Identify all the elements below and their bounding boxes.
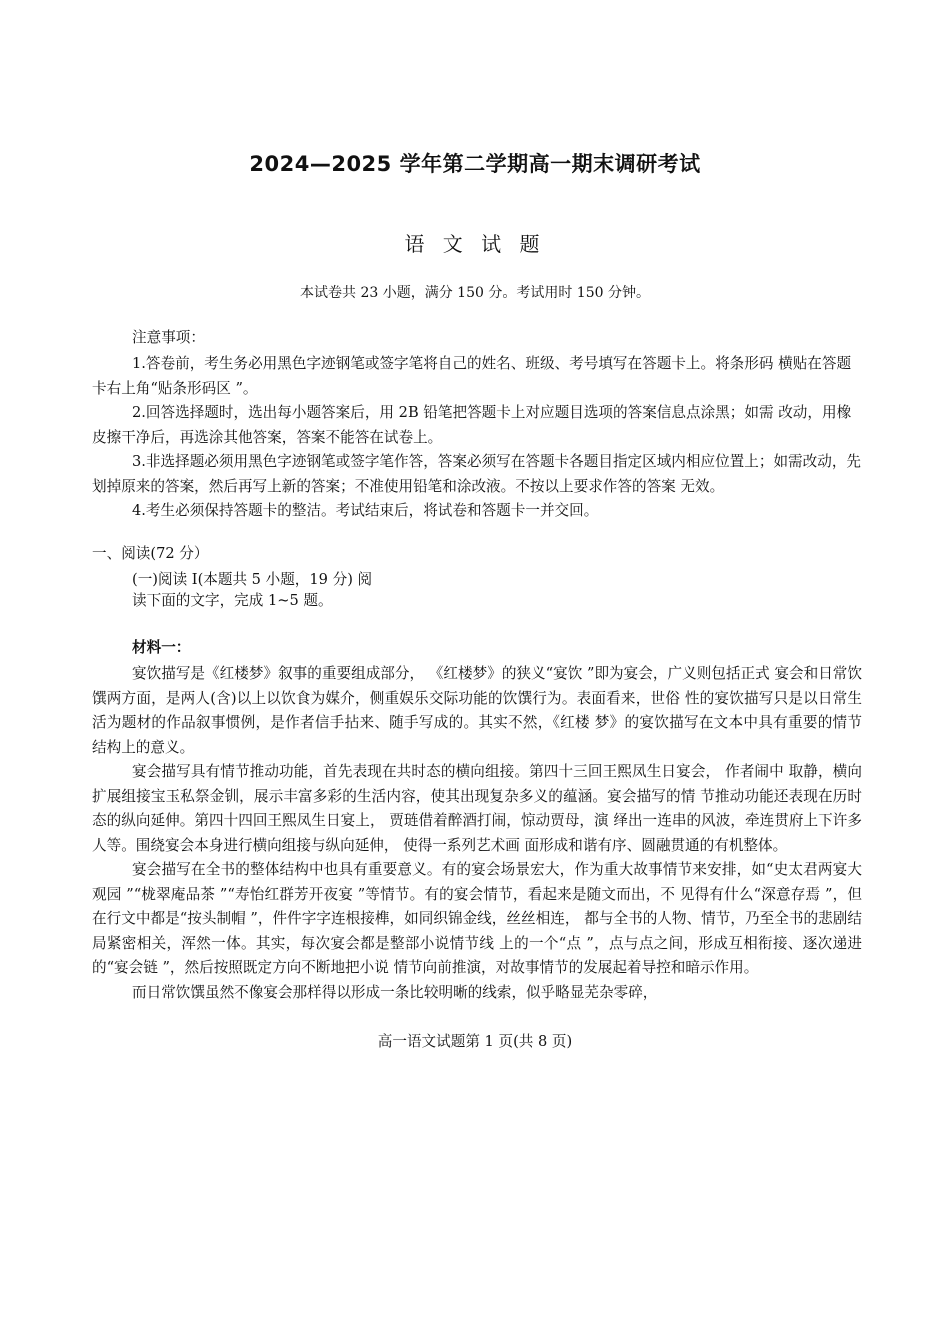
notice-item: 2.回答选择题时，选出每小题答案后，用 2B 铅笔把答题卡上对应题目选项的答案信息点涂黑；如需 改动，用橡皮擦干净后，再选涂其他答案，答案不能答在试卷上。 (92, 404, 852, 446)
page-footer: 高一语文试题第 1 页(共 8 页) (377, 1033, 573, 1050)
passage-paragraph: 宴饮描写是《红楼梦》叙事的重要组成部分， 《红楼梦》的狭义“宴饮 ”即为宴会，广义则包括正式 宴会和日常饮馔两方面，是两人(含)以上以饮食为媒介，侧重娱乐交际功能的饮馔行为。表面看来，世俗 性的宴饮描写只是以日常生活为题材的作品叙事惯例，是作者信手拈来、随手写成的。其实不然，《红楼 梦》的宴饮描写在文本中具有重要的情节结构上的意义。 (92, 665, 862, 756)
sub-section-heading: (一)阅读 I(本题共 5 小题，19 分) 阅读下面的文字，完成 1~5 题。 (132, 571, 373, 609)
notice-heading: 注意事项： (132, 329, 205, 346)
material-label: 材料一： (132, 639, 191, 656)
passage-paragraph: 而日常饮馔虽然不像宴会那样得以形成一条比较明晰的线索，似乎略显芜杂零碎， (132, 983, 658, 1001)
notice-item: 4.考生必须保持答题卡的整洁。考试结束后，将试卷和答题卡一并交回。 (132, 502, 599, 519)
passage-paragraph: 宴会描写在全书的整体结构中也具有重要意义。有的宴会场景宏大，作为重大故事情节来安排，如“史太君两宴大观园 ”“栊翠庵品茶 ”“寿怡红群芳开夜宴 ”等情节。有的宴会情节，看起来是随文而出，不 见得有什么“深意存焉 ”，但在行文中都是“按头制帽 ”，件件字字连根接榫，如同织锦金线，丝丝相连， 都与全书的人物、情节，乃至全书的悲剧结局紧密相关，浑然一体。其实，每次宴会都是整部小说情节线 上的一个“点 ”，点与点之间，形成互相衔接、逐次递进的“宴会链 ”，然后按照既定方向不断地把小说 情节向前推演，对故事情节的发展起着导控和暗示作用。 (92, 861, 862, 976)
exam-title: 2024—2025 学年第二学期高一期末调研考试 (249, 152, 701, 176)
reading-passage (92, 662, 862, 1005)
section-heading: 一、阅读(72 分） (92, 545, 209, 562)
subject-title: 语 文 试 题 (404, 232, 546, 256)
passage-paragraph: 宴会描写具有情节推动功能，首先表现在共时态的横向组接。第四十三回王熙凤生日宴会， 作者闹中 取静，横向扩展组接宝玉私祭金钏，展示丰富多彩的生活内容，使其出现复杂多义的蕴涵。宴会描写的情 节推动功能还表现在历时态的纵向延伸。第四十四回王熙凤生日宴上， 贾琏借着醉酒打闹，惊动贾母，演 绎出一连串的风波，牵连贯府上下许多人等。围绕宴会本身进行横向组接与纵向延伸， 使得一系列艺术画 面形成和谐有序、圆融贯通的有机整体。 (92, 763, 862, 854)
exam-info: 本试卷共 23 小题，满分 150 分。考试用时 150 分钟。 (300, 285, 650, 301)
notice-list (92, 352, 862, 524)
notice-item: 1.答卷前，考生务必用黑色字迹钢笔或签字笔将自己的姓名、班级、考号填写在答题卡上。将条形码 横贴在答题卡右上角“贴条形码区 ”。 (92, 355, 852, 397)
notice-item: 3.非选择题必须用黑色字迹钢笔或签字笔作答，答案必须写在答题卡各题目指定区域内相应位置上；如需改动，先划掉原来的答案，然后再写上新的答案；不准使用铅笔和涂改液。不按以上要求作答的答案 无效。 (92, 453, 862, 495)
